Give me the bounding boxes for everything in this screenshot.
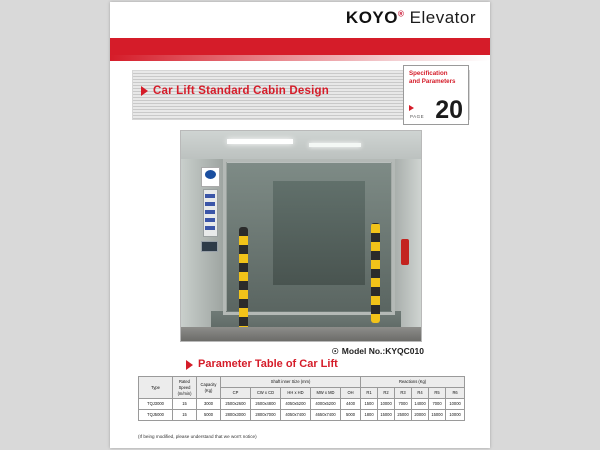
cell-r5: 7000 [429,399,446,410]
cell-speed: 15 [173,399,197,410]
photo-door-frame [223,159,395,315]
photo-panel-button [205,218,215,222]
th-type: Type [139,377,173,399]
table-header-row-1 [139,377,465,388]
page-number: 20 [435,96,463,124]
th-shaft-size: Shaft inner Size (mm) [221,377,361,388]
cell-cp: 2500x2600 [221,399,251,410]
photo-sign-symbol-icon [205,170,216,179]
brand-subtitle: Elevator [409,8,476,27]
registered-mark-icon: ® [397,9,405,19]
header-red-bar [110,38,490,55]
cell-r6: 10000 [446,410,465,421]
cell-r6: 10000 [446,399,465,410]
photo-control-panel [203,189,218,237]
th-hh-hd: HH x HD [281,388,311,399]
section-title: Car Lift Standard Cabin Design [153,85,329,97]
photo-floor-indicator [201,241,218,252]
th-r2: R2 [378,388,395,399]
spec-label-line1: Specification [409,70,448,77]
table-head [139,377,465,399]
spec-label [409,70,464,85]
spec-label-line3: Parameters [421,77,456,85]
cell-hhhd: 4050x5200 [281,399,311,410]
th-reactions: Reactions (Kg) [361,377,465,388]
cell-type: TQJ3000 [139,399,173,410]
th-rated-speed: Rated Speed (m/min) [173,377,197,399]
th-cw-cd: CW x CD [251,388,281,399]
photo-panel-button [205,202,215,206]
cell-cwcd: 2800x7000 [251,410,281,421]
cell-r2: 15000 [378,410,395,421]
cell-r3: 7000 [395,399,412,410]
model-number [332,346,424,356]
photo-panel-button [205,194,215,198]
cell-mwmd: 4650x7400 [311,410,341,421]
brand-name: KOYO [345,8,398,27]
camera-icon: ☉ [331,347,339,356]
cell-cwcd: 2600x4800 [251,399,281,410]
spec-label-line2: and [409,77,421,85]
photo-outside-floor [181,327,421,341]
table-note: (If being modified, please understand that we won't notice) [138,434,257,439]
cell-speed: 15 [173,410,197,421]
th-oh: OH [341,388,361,399]
model-label: Model No.: [341,346,386,356]
cell-hhhd: 4050x7400 [281,410,311,421]
page-label: PAGE [410,114,425,119]
header-gradient-bar [110,55,490,61]
photo-panel-button [205,210,215,214]
th-mw-md: MW x MD [311,388,341,399]
table-body [139,399,465,421]
page-header [110,2,490,38]
cell-r4: 20000 [412,410,429,421]
photo-left-bollard [239,227,248,335]
photo-ceiling-lamp [227,139,293,144]
parameter-table-wrapper [138,376,464,421]
table-row [139,410,465,421]
cell-capacity: 3000 [197,399,221,410]
th-r5: R5 [429,388,446,399]
cell-oh: 5000 [341,410,361,421]
cell-r2: 10000 [378,399,395,410]
spec-page-box [403,65,469,125]
parameter-table [138,376,465,421]
photo-right-bollard [371,223,380,323]
th-cp: CP [221,388,251,399]
arrow-right-icon [141,86,148,96]
th-r1: R1 [361,388,378,399]
cell-r1: 1800 [361,410,378,421]
cell-r4: 14000 [412,399,429,410]
cell-cp: 2800x3000 [221,410,251,421]
cell-capacity: 5000 [197,410,221,421]
th-r4: R4 [412,388,429,399]
parameter-table-heading: Parameter Table of Car Lift [198,358,338,370]
cell-r5: 15000 [429,410,446,421]
cabin-photo [180,130,422,342]
section-title-band [132,70,470,124]
brochure-page [110,2,490,448]
cell-r3: 25000 [395,410,412,421]
th-r6: R6 [446,388,465,399]
arrow-right-small-icon [409,105,414,111]
cell-type: TQJ5000 [139,410,173,421]
cell-mwmd: 4000x5200 [311,399,341,410]
arrow-right-icon-2 [186,360,193,370]
table-row [139,399,465,410]
brand-logo [346,8,476,28]
photo-ceiling-lamp-2 [309,143,361,147]
cell-r1: 1500 [361,399,378,410]
th-r3: R3 [395,388,412,399]
model-value: KYQC010 [385,346,424,356]
photo-fire-extinguisher [401,239,409,265]
photo-panel-button [205,226,215,230]
cell-oh: 4400 [341,399,361,410]
photo-warning-sign [201,167,220,187]
th-capacity: Capacity (Kg) [197,377,221,399]
